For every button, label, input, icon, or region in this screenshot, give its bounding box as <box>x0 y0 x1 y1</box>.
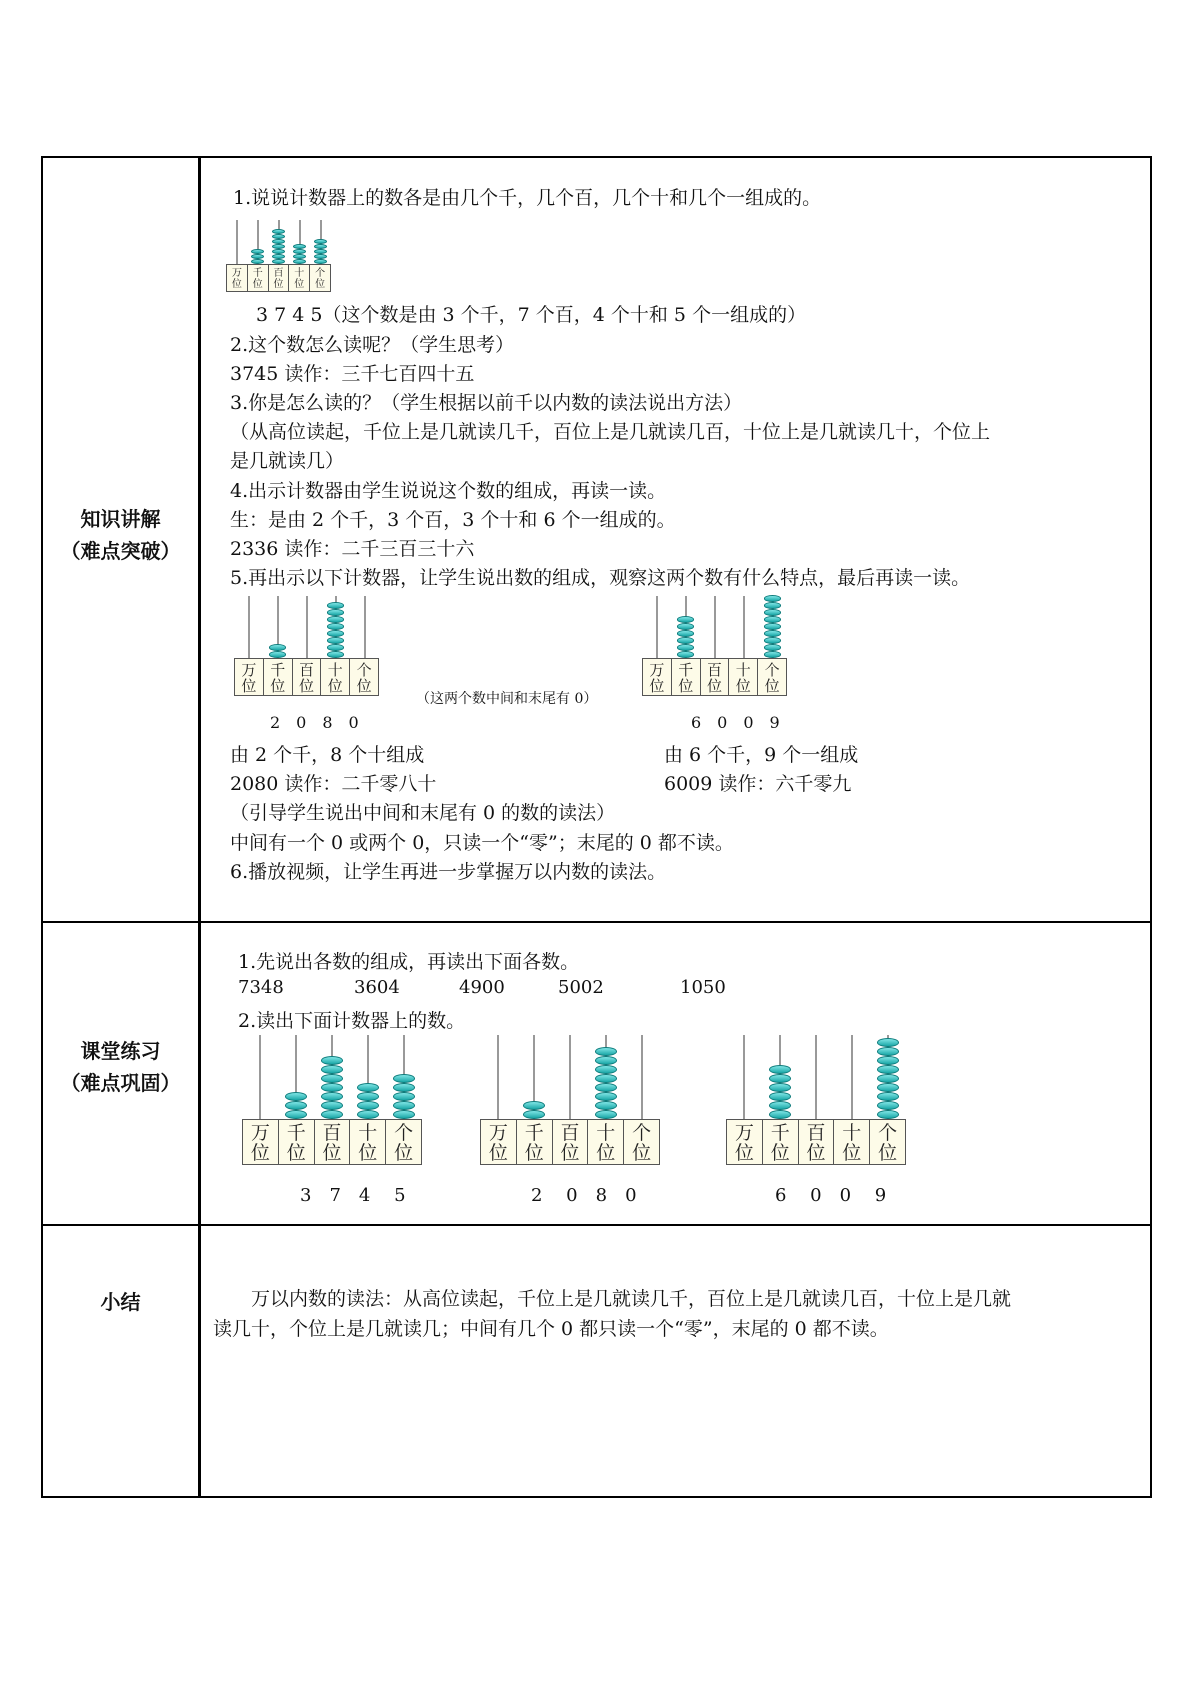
rule-text: 中间有一个 0 或两个 0，只读一个“零”；末尾的 0 都不读。 <box>230 832 734 854</box>
abacus-bead <box>393 1110 415 1119</box>
abacus-bead <box>272 234 285 239</box>
abacus-bead <box>327 651 345 658</box>
abacus-bead <box>877 1092 899 1101</box>
abacus-bead <box>357 1092 379 1101</box>
abacus-bead <box>272 239 285 244</box>
row-label-title: 知识讲解 <box>80 507 161 531</box>
abacus-bead <box>877 1083 899 1092</box>
abacus-bead <box>764 651 782 658</box>
abacus-number: 3 7 4 5 <box>300 1185 406 1206</box>
abacus-bead <box>595 1110 617 1119</box>
abacus-bead <box>314 249 327 254</box>
abacus-counter <box>234 596 379 696</box>
abacus-bead <box>327 644 345 651</box>
abacus-bead <box>272 229 285 234</box>
reading-text: 2080 读作：二千零八十 <box>230 773 437 795</box>
answer-text: 3 7 4 5（这个数是由 3 个千，7 个百，4 个十和 5 个一组成的） <box>256 304 807 326</box>
abacus-bead <box>327 609 345 616</box>
question-text: 1.说说计数器上的数各是由几个千，几个百，几个十和几个一组成的。 <box>233 187 822 209</box>
abacus-bead <box>677 651 695 658</box>
abacus-bead <box>293 249 306 254</box>
abacus-base <box>242 1119 422 1165</box>
practice-number: 4900 <box>459 977 505 998</box>
abacus-bead <box>321 1065 343 1074</box>
abacus-rod <box>743 596 745 658</box>
abacus-number: 6 0 0 9 <box>691 713 780 732</box>
abacus-rod <box>364 596 366 658</box>
place-value-label: 万 位 <box>235 659 264 695</box>
reading-text: 6009 读作：六千零九 <box>664 773 852 795</box>
abacus-bead <box>321 1056 343 1065</box>
practice-content <box>201 923 1150 1224</box>
place-value-label: 百 位 <box>799 1120 835 1164</box>
abacus-bead <box>764 637 782 644</box>
place-value-label: 个 位 <box>356 661 372 695</box>
abacus-bead <box>595 1074 617 1083</box>
answer-text: 是几就读几） <box>230 450 345 472</box>
abacus-bead <box>293 254 306 259</box>
abacus-bead <box>877 1074 899 1083</box>
place-value-label: 百 位 <box>553 1120 589 1164</box>
abacus-bead <box>769 1092 791 1101</box>
row-label-subtitle: （难点突破） <box>60 539 181 563</box>
summary-text: 读几十，个位上是几就读几；中间有几个 0 都只读一个“零”，末尾的 0 都不读。 <box>213 1318 889 1340</box>
place-value-label: 百 位 <box>701 659 730 695</box>
abacus-bead <box>877 1038 899 1047</box>
abacus-bead <box>321 1074 343 1083</box>
abacus-bead <box>321 1083 343 1092</box>
abacus-counter <box>642 596 787 696</box>
abacus-rod <box>497 1035 499 1119</box>
abacus-bead <box>357 1101 379 1110</box>
answer-text: （从高位读起，千位上是几就读几千，百位上是几就读几百，十位上是几就读几十，个位上 <box>230 421 991 443</box>
row-label-title: 小结 <box>100 1290 141 1314</box>
practice-number: 7348 <box>238 977 284 998</box>
question-text: 2.读出下面计数器上的数。 <box>238 1010 466 1032</box>
place-value-label: 万 位 <box>227 265 248 291</box>
summary-text: 万以内数的读法：从高位读起，千位上是几就读几千，百位上是几就读几百，十位上是几就 <box>213 1288 1012 1310</box>
abacus-bead <box>251 254 264 259</box>
abacus-bead <box>595 1101 617 1110</box>
abacus-bead <box>877 1047 899 1056</box>
place-value-label: 百 位 <box>315 1120 351 1164</box>
abacus-base <box>726 1119 906 1165</box>
abacus-bead <box>293 244 306 249</box>
row-label-title: 课堂练习 <box>80 1039 161 1063</box>
question-text: 1.先说出各数的组成，再读出下面各数。 <box>238 951 580 973</box>
abacus-base <box>480 1119 660 1165</box>
place-value-label: 个 位 <box>878 1122 898 1164</box>
abacus-bead <box>393 1083 415 1092</box>
abacus-bead <box>677 623 695 630</box>
abacus-rod <box>236 220 238 264</box>
practice-number: 5002 <box>558 977 604 998</box>
abacus-rod <box>641 1035 643 1119</box>
abacus-bead <box>769 1110 791 1119</box>
abacus-rod <box>714 596 716 658</box>
place-value-label: 十 位 <box>289 265 310 291</box>
abacus-bead <box>877 1110 899 1119</box>
place-value-label: 万 位 <box>727 1120 763 1164</box>
abacus-bead <box>877 1065 899 1074</box>
place-value-label: 个 位 <box>632 1122 652 1164</box>
question-text: 3.你是怎么读的？（学生根据以前千以内数的读法说出方法） <box>230 392 743 414</box>
abacus-bead <box>764 602 782 609</box>
abacus-bead <box>321 1092 343 1101</box>
abacus-base <box>234 658 379 696</box>
abacus-number: 6 0 0 9 <box>775 1185 887 1206</box>
abacus-bead <box>321 1110 343 1119</box>
composition-text: 由 2 个千，8 个十组成 <box>230 744 425 766</box>
abacus-bead <box>357 1083 379 1092</box>
abacus-bead <box>764 630 782 637</box>
abacus-bead <box>595 1056 617 1065</box>
abacus-rod <box>656 596 658 658</box>
abacus-bead <box>272 254 285 259</box>
practice-number: 1050 <box>680 977 726 998</box>
row-label-practice <box>43 1035 198 1099</box>
abacus-counter <box>226 220 331 292</box>
abacus-counter <box>726 1035 906 1165</box>
abacus-number: 2 0 8 0 <box>270 713 359 732</box>
abacus-bead <box>327 616 345 623</box>
answer-text: 生：是由 2 个千，3 个百，3 个十和 6 个一组成的。 <box>230 509 676 531</box>
abacus-bead <box>677 616 695 623</box>
abacus-bead <box>877 1101 899 1110</box>
abacus-base <box>642 658 787 696</box>
question-text: 5.再出示以下计数器，让学生说出数的组成，观察这两个数有什么特点，最后再读一读。 <box>230 567 971 589</box>
abacus-rod <box>306 596 308 658</box>
abacus-bead <box>285 1110 307 1119</box>
abacus-bead <box>764 644 782 651</box>
abacus-counter <box>480 1035 660 1165</box>
abacus-bead <box>877 1056 899 1065</box>
question-text: 2.这个数怎么读呢？（学生思考） <box>230 334 515 356</box>
row-label-knowledge <box>43 503 198 567</box>
abacus-rod <box>259 1035 261 1119</box>
lesson-content <box>201 158 1150 921</box>
place-value-label: 个 位 <box>764 661 780 695</box>
abacus-base <box>226 264 331 292</box>
place-value-label: 个 位 <box>315 268 326 290</box>
abacus-rod <box>743 1035 745 1119</box>
place-value-label: 万 位 <box>243 1120 279 1164</box>
place-value-label: 十 位 <box>321 659 350 695</box>
abacus-bead <box>769 1065 791 1074</box>
abacus-bead <box>523 1110 545 1119</box>
abacus-bead <box>595 1092 617 1101</box>
abacus-bead <box>327 623 345 630</box>
abacus-bead <box>272 249 285 254</box>
row-label-subtitle: （难点巩固） <box>60 1071 181 1095</box>
place-value-label: 千 位 <box>672 659 701 695</box>
summary-content <box>201 1226 1150 1498</box>
abacus-bead <box>393 1101 415 1110</box>
abacus-bead <box>314 254 327 259</box>
abacus-bead <box>251 249 264 254</box>
abacus-bead <box>269 651 287 658</box>
abacus-bead <box>769 1083 791 1092</box>
place-value-label: 百 位 <box>269 265 290 291</box>
place-value-label: 千 位 <box>517 1120 553 1164</box>
place-value-label: 十 位 <box>350 1120 386 1164</box>
row-label-summary <box>43 1286 198 1318</box>
abacus-bead <box>321 1101 343 1110</box>
abacus-bead <box>327 637 345 644</box>
place-value-label: 个 位 <box>394 1122 414 1164</box>
abacus-rod <box>851 1035 853 1119</box>
abacus-bead <box>314 244 327 249</box>
abacus-bead <box>595 1047 617 1056</box>
abacus-bead <box>327 602 345 609</box>
place-value-label: 千 位 <box>763 1120 799 1164</box>
abacus-bead <box>764 623 782 630</box>
question-text: 6.播放视频，让学生再进一步掌握万以内数的读法。 <box>230 861 667 883</box>
abacus-bead <box>285 1101 307 1110</box>
place-value-label: 百 位 <box>293 659 322 695</box>
abacus-bead <box>764 616 782 623</box>
abacus-bead <box>327 630 345 637</box>
place-value-label: 十 位 <box>588 1120 624 1164</box>
abacus-bead <box>769 1101 791 1110</box>
lesson-table <box>41 156 1152 1498</box>
guide-text: （引导学生说出中间和末尾有 0 的数的读法） <box>230 802 616 824</box>
question-text: 4.出示计数器由学生说说这个数的组成，再读一读。 <box>230 480 667 502</box>
abacus-bead <box>269 644 287 651</box>
place-value-label: 万 位 <box>643 659 672 695</box>
abacus-bead <box>764 609 782 616</box>
abacus-bead <box>357 1110 379 1119</box>
abacus-bead <box>272 244 285 249</box>
abacus-rod <box>815 1035 817 1119</box>
note-text: （这两个数中间和末尾有 0） <box>416 691 598 707</box>
abacus-bead <box>285 1092 307 1101</box>
place-value-label: 十 位 <box>729 659 758 695</box>
abacus-bead <box>677 644 695 651</box>
abacus-bead <box>523 1101 545 1110</box>
abacus-bead <box>764 595 782 602</box>
abacus-bead <box>393 1074 415 1083</box>
practice-number: 3604 <box>354 977 400 998</box>
abacus-bead <box>769 1074 791 1083</box>
place-value-label: 千 位 <box>279 1120 315 1164</box>
abacus-bead <box>595 1065 617 1074</box>
abacus-bead <box>314 239 327 244</box>
answer-text: 2336 读作：二千三百三十六 <box>230 538 475 560</box>
abacus-number: 2 0 8 0 <box>531 1185 637 1206</box>
place-value-label: 千 位 <box>248 265 269 291</box>
abacus-rod <box>248 596 250 658</box>
place-value-label: 万 位 <box>481 1120 517 1164</box>
abacus-bead <box>677 637 695 644</box>
composition-text: 由 6 个千，9 个一组成 <box>664 744 859 766</box>
abacus-bead <box>677 630 695 637</box>
abacus-bead <box>595 1083 617 1092</box>
abacus-bead <box>393 1092 415 1101</box>
abacus-rod <box>569 1035 571 1119</box>
place-value-label: 千 位 <box>264 659 293 695</box>
abacus-counter <box>242 1035 422 1165</box>
answer-text: 3745 读作：三千七百四十五 <box>230 363 475 385</box>
place-value-label: 十 位 <box>834 1120 870 1164</box>
